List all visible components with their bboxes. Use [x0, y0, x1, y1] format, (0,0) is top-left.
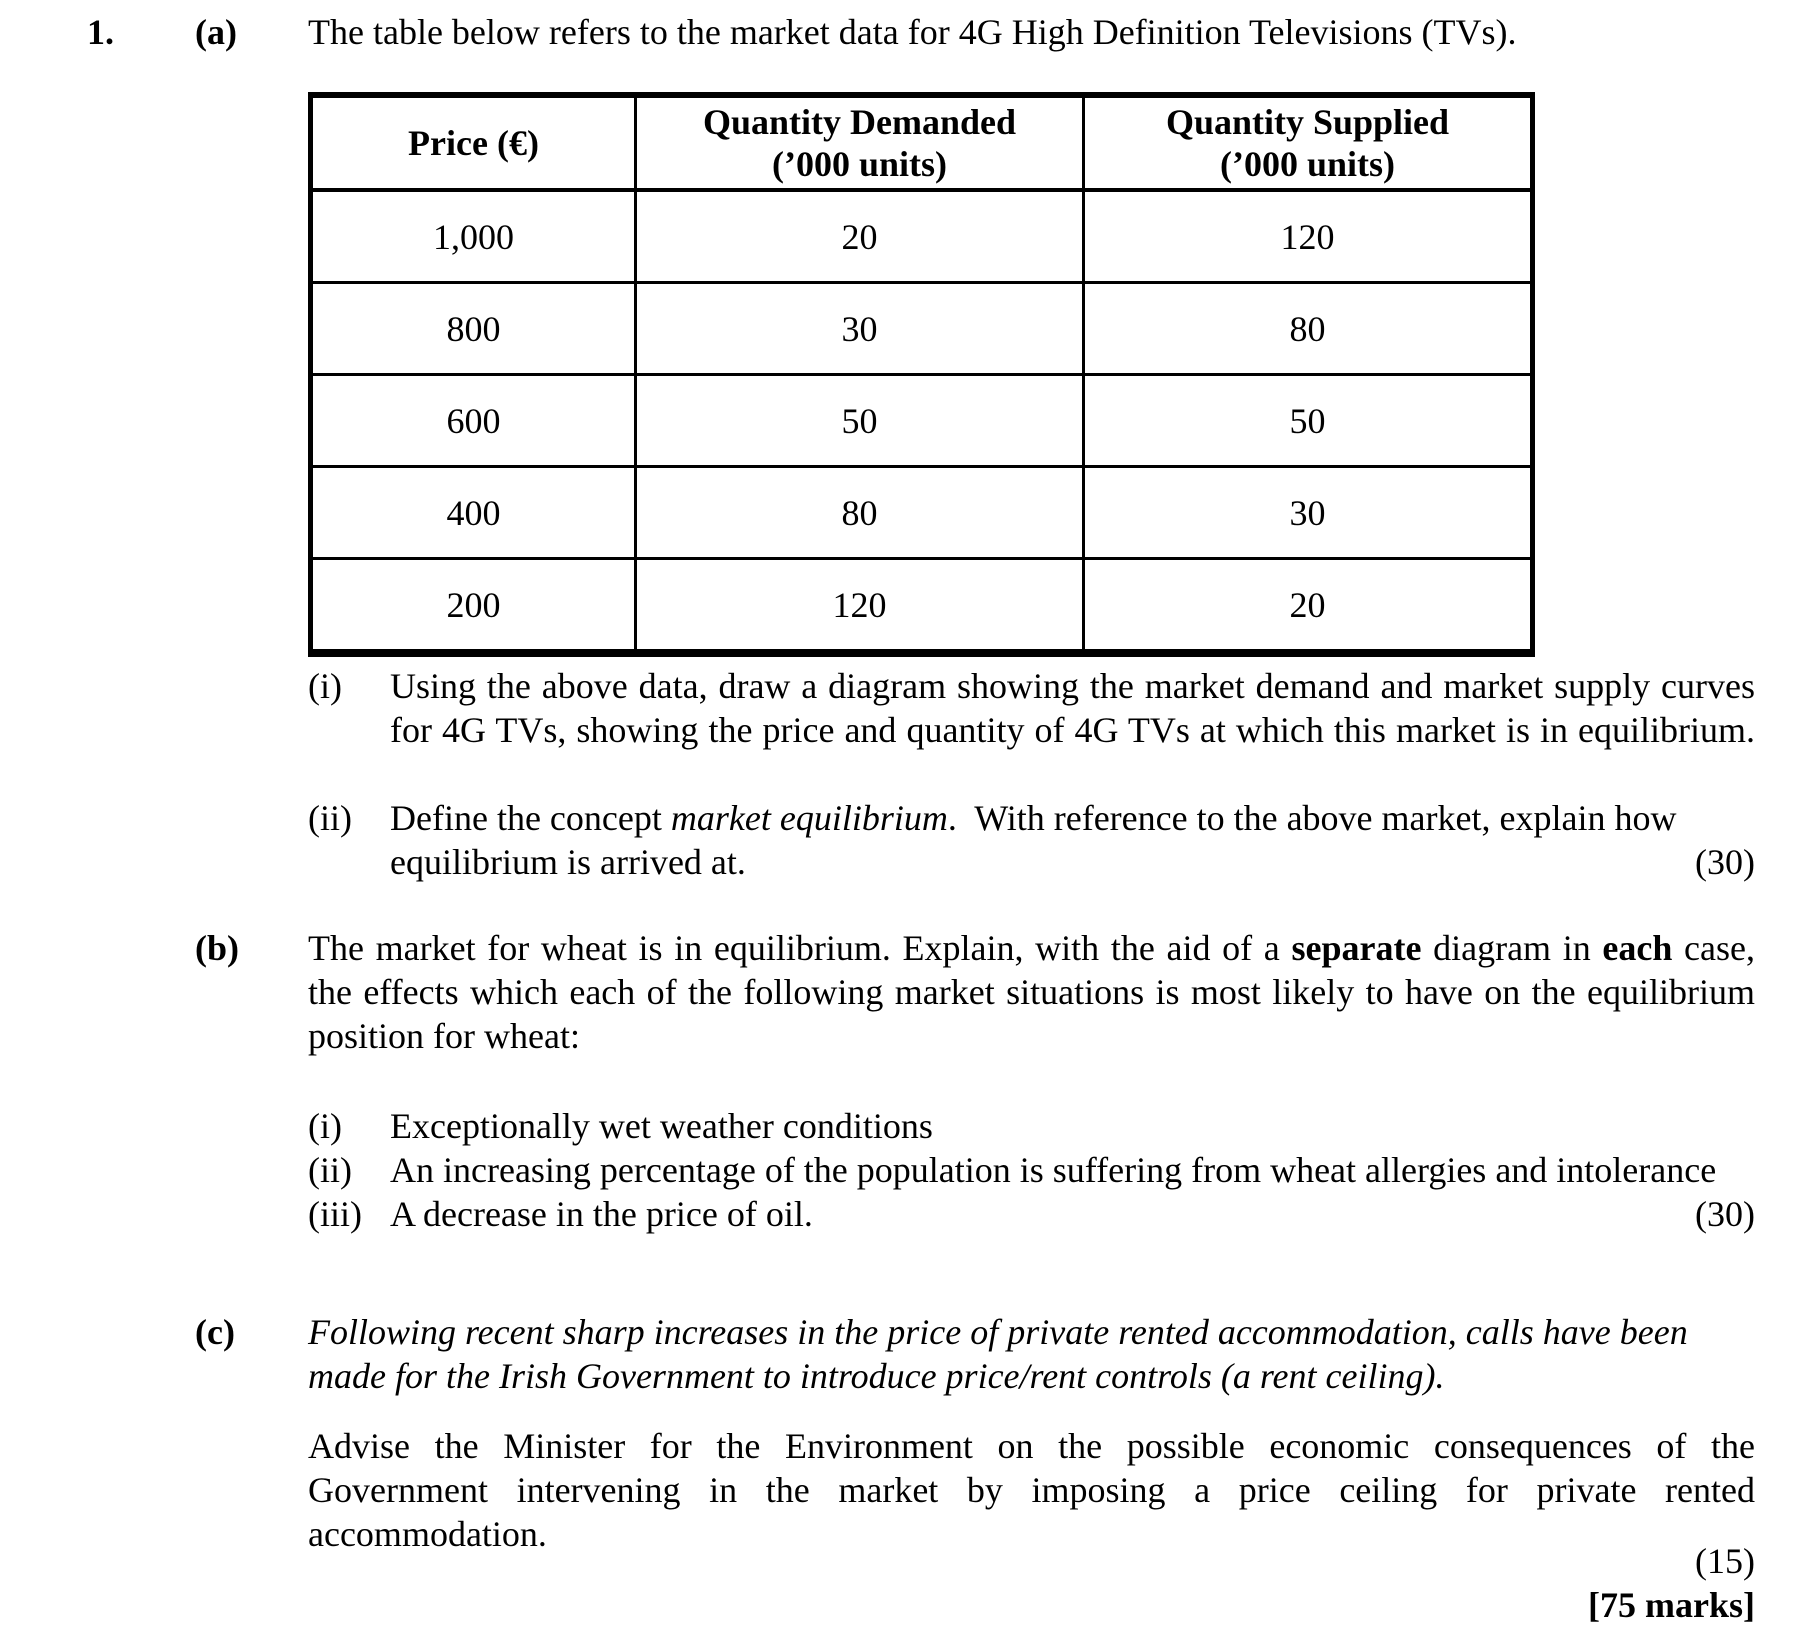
part-a-label: (a) — [195, 12, 237, 52]
text-run: The market for wheat is in equilibrium. Explain, with the aid of a — [308, 928, 1292, 968]
text-line: for 4G TVs, showing the price and quantity of 4G TVs at which this market is in equilibrium. — [390, 710, 1755, 750]
question-number: 1. — [87, 12, 114, 52]
item-b-iii-label: (iii) — [308, 1194, 362, 1234]
cell-price: 200 — [311, 559, 636, 654]
item-a-i-label: (i) — [308, 666, 342, 706]
cell-quantity-supplied: 30 — [1084, 467, 1533, 559]
table-row — [311, 375, 1533, 467]
text-run: . With reference to the above market, explain how — [947, 798, 1677, 838]
column-header-supply-line1: Quantity Supplied — [1165, 102, 1450, 142]
text-line: accommodation. — [308, 1514, 547, 1554]
item-b-ii-text: An increasing percentage of the population is suffering from wheat allergies and intolerance — [390, 1150, 1717, 1190]
cell-quantity-supplied: 50 — [1084, 375, 1533, 467]
text-run-bold: separate — [1291, 928, 1422, 968]
item-a-i-text — [390, 664, 1755, 752]
cell-price: 400 — [311, 467, 636, 559]
text-line-italic: Following recent sharp increases in the price of private rented accommodation, calls have been — [308, 1312, 1688, 1352]
column-header-price — [311, 95, 636, 190]
text-run: Define the concept — [390, 798, 671, 838]
part-b-intro — [308, 926, 1755, 1058]
table-row — [311, 190, 1533, 283]
item-b-i-label: (i) — [308, 1106, 342, 1146]
item-b-ii-label: (ii) — [308, 1150, 352, 1190]
item-a-ii-label: (ii) — [308, 798, 352, 838]
cell-quantity-demanded: 80 — [636, 467, 1084, 559]
item-b-iii — [308, 1192, 1755, 1236]
table-row — [311, 467, 1533, 559]
marks-part-a: (30) — [1695, 842, 1755, 882]
cell-quantity-supplied: 80 — [1084, 283, 1533, 375]
text-line-italic: made for the Irish Government to introduce price/rent controls (a rent ceiling). — [308, 1356, 1445, 1396]
text-run: case, — [1672, 928, 1756, 968]
table-row — [311, 283, 1533, 375]
cell-price: 600 — [311, 375, 636, 467]
table-header-row — [311, 95, 1533, 190]
table-row — [311, 559, 1533, 654]
column-header-supply-line2: (’000 units) — [1219, 144, 1395, 184]
text-line — [390, 840, 1755, 884]
text-line — [308, 926, 1755, 970]
part-b-label: (b) — [195, 928, 239, 968]
text-line: Using the above data, draw a diagram showing the market demand and market supply curves — [390, 666, 1755, 706]
column-header-demand-line2: (’000 units) — [771, 144, 947, 184]
item-b-ii — [308, 1148, 1755, 1192]
total-marks: [75 marks] — [1588, 1585, 1755, 1625]
text-run: diagram in — [1421, 928, 1603, 968]
text-line: Government intervening in the market by imposing a price ceiling for private rented — [308, 1470, 1755, 1510]
column-header-demand-line1: Quantity Demanded — [702, 102, 1017, 142]
marks-part-b: (30) — [1695, 1194, 1755, 1234]
part-c-advise-paragraph — [308, 1424, 1755, 1556]
item-a-ii-text — [390, 796, 1755, 884]
part-a-intro: The table below refers to the market data for 4G High Definition Televisions (TVs). — [308, 12, 1517, 52]
cell-quantity-supplied: 20 — [1084, 559, 1533, 654]
column-header-price-text: Price (€) — [408, 123, 539, 163]
column-header-quantity-demanded — [636, 95, 1084, 190]
item-b-i — [308, 1104, 1755, 1148]
text-line: the effects which each of the following market situations is most likely to have on the equilibrium — [308, 972, 1755, 1012]
item-b-iii-text: A decrease in the price of oil. — [390, 1194, 813, 1234]
market-data-table — [308, 92, 1535, 657]
part-c-label: (c) — [195, 1312, 235, 1352]
text-line: position for wheat: — [308, 1016, 580, 1056]
text-run-bold: each — [1602, 928, 1673, 968]
cell-quantity-demanded: 50 — [636, 375, 1084, 467]
cell-quantity-demanded: 120 — [636, 559, 1084, 654]
text-run: equilibrium is arrived at. — [390, 842, 746, 882]
part-c-intro — [308, 1310, 1755, 1398]
cell-price: 800 — [311, 283, 636, 375]
cell-quantity-demanded: 30 — [636, 283, 1084, 375]
cell-quantity-demanded: 20 — [636, 190, 1084, 283]
text-run-italic: market equilibrium — [670, 798, 948, 838]
item-b-i-text: Exceptionally wet weather conditions — [390, 1106, 933, 1146]
cell-price: 1,000 — [311, 190, 636, 283]
text-line: Advise the Minister for the Environment on the possible economic consequences of the — [308, 1426, 1755, 1466]
marks-part-c: (15) — [1695, 1541, 1755, 1581]
cell-quantity-supplied: 120 — [1084, 190, 1533, 283]
column-header-quantity-supplied — [1084, 95, 1533, 190]
text-line — [390, 796, 1755, 840]
